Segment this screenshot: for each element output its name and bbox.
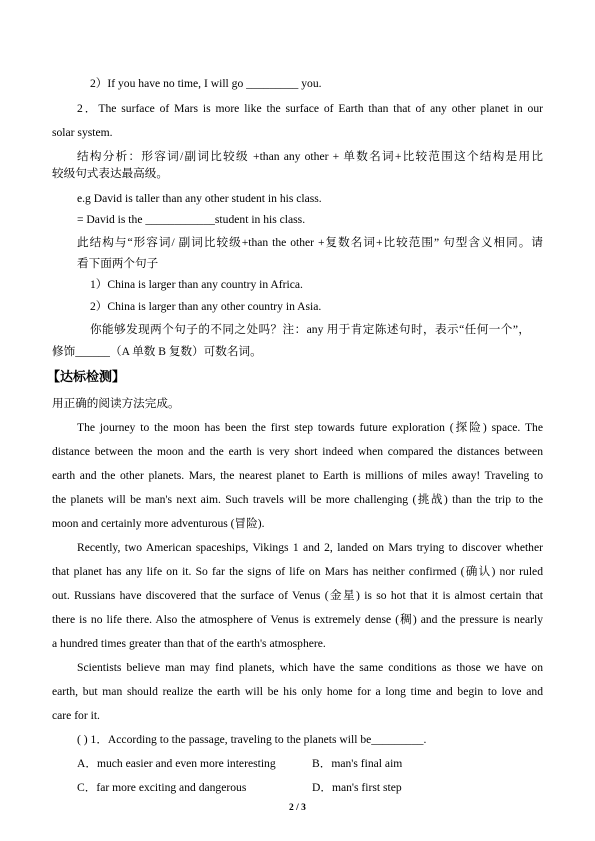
passage-line: distance between the moon and the earth is very short indeed when compared the distances between (52, 445, 543, 458)
passage-line: moon and certainly more adventurous (冒险). (52, 517, 265, 530)
option-c: C．far more exciting and dangerous (77, 781, 247, 794)
text-line: = David is the ____________student in his class. (77, 213, 306, 226)
passage-line: there is no life there. Also the atmosphere of Venus is extremely dense (稠) and the pressure is nearly (52, 613, 543, 626)
passage-line: the planets will be man's next aim. Such travels will be more challenging (挑战) than the trip to the (52, 493, 543, 506)
passage-line: earth and the other planets. Mars, the nearest planet to Earth is millions of miles away! Traveling to (52, 469, 543, 482)
question-line: ( ) 1．According to the passage, traveling to the planets will be_________. (77, 733, 427, 746)
passage-line: that planet has any life on it. So far the signs of life on Mars has neither confirmed (确认) nor ruled (52, 565, 543, 578)
text-line: 2．The surface of Mars is more like the surface of Earth than that of any other planet in our (77, 102, 543, 115)
text-line: 看下面两个句子 (77, 257, 159, 270)
text-line: 较级句式表达最高级。 (52, 167, 168, 180)
text-line: 此结构与“形容词/ 副词比较级+than the other +复数名词+比较范围” 句型含义相同。请 (77, 236, 543, 249)
passage-line: Recently, two American spaceships, Vikings 1 and 2, landed on Mars trying to discover whether (77, 541, 543, 554)
passage-line: Scientists believe man may find planets, which have the same conditions as those we have on (77, 661, 543, 674)
section-heading: 【达标检测】 (47, 369, 126, 384)
text-line: 1）China is larger than any country in Africa. (90, 278, 303, 291)
passage-line: a hundred times greater than that of the earth's atmosphere. (52, 637, 326, 650)
text-line: 修饰______（A 单数 B 复数）可数名词。 (52, 345, 262, 358)
passage-line: out. Russians have discovered that the surface of Venus (金星) is so hot that it is almost certain that (52, 589, 543, 602)
text-line: 2）China is larger than any other country in Asia. (90, 300, 322, 313)
passage-line: earth, but man should realize the earth will be his only home for a long time and begin to love and (52, 685, 543, 698)
page-number: 2 / 3 (289, 803, 306, 813)
text-line: 你能够发现两个句子的不同之处吗？注：any 用于肯定陈述句时，表示“任何一个”， (90, 323, 530, 336)
text-line: 结构分析：形容词/副词比较级 +than any other + 单数名词+比较范围这个结构是用比 (77, 150, 543, 163)
option-d: D．man's first step (312, 781, 402, 794)
text-line: 用正确的阅读方法完成。 (52, 397, 180, 410)
option-a: A．much easier and even more interesting (77, 757, 276, 770)
passage-line: The journey to the moon has been the first step towards future exploration (探险) space. The (77, 421, 543, 434)
option-b: B．man's final aim (312, 757, 403, 770)
text-line: 2）If you have no time, I will go _________ you. (90, 77, 322, 90)
text-line: solar system. (52, 126, 113, 139)
passage-line: care for it. (52, 709, 100, 722)
text-line: e.g David is taller than any other student in his class. (77, 192, 322, 205)
